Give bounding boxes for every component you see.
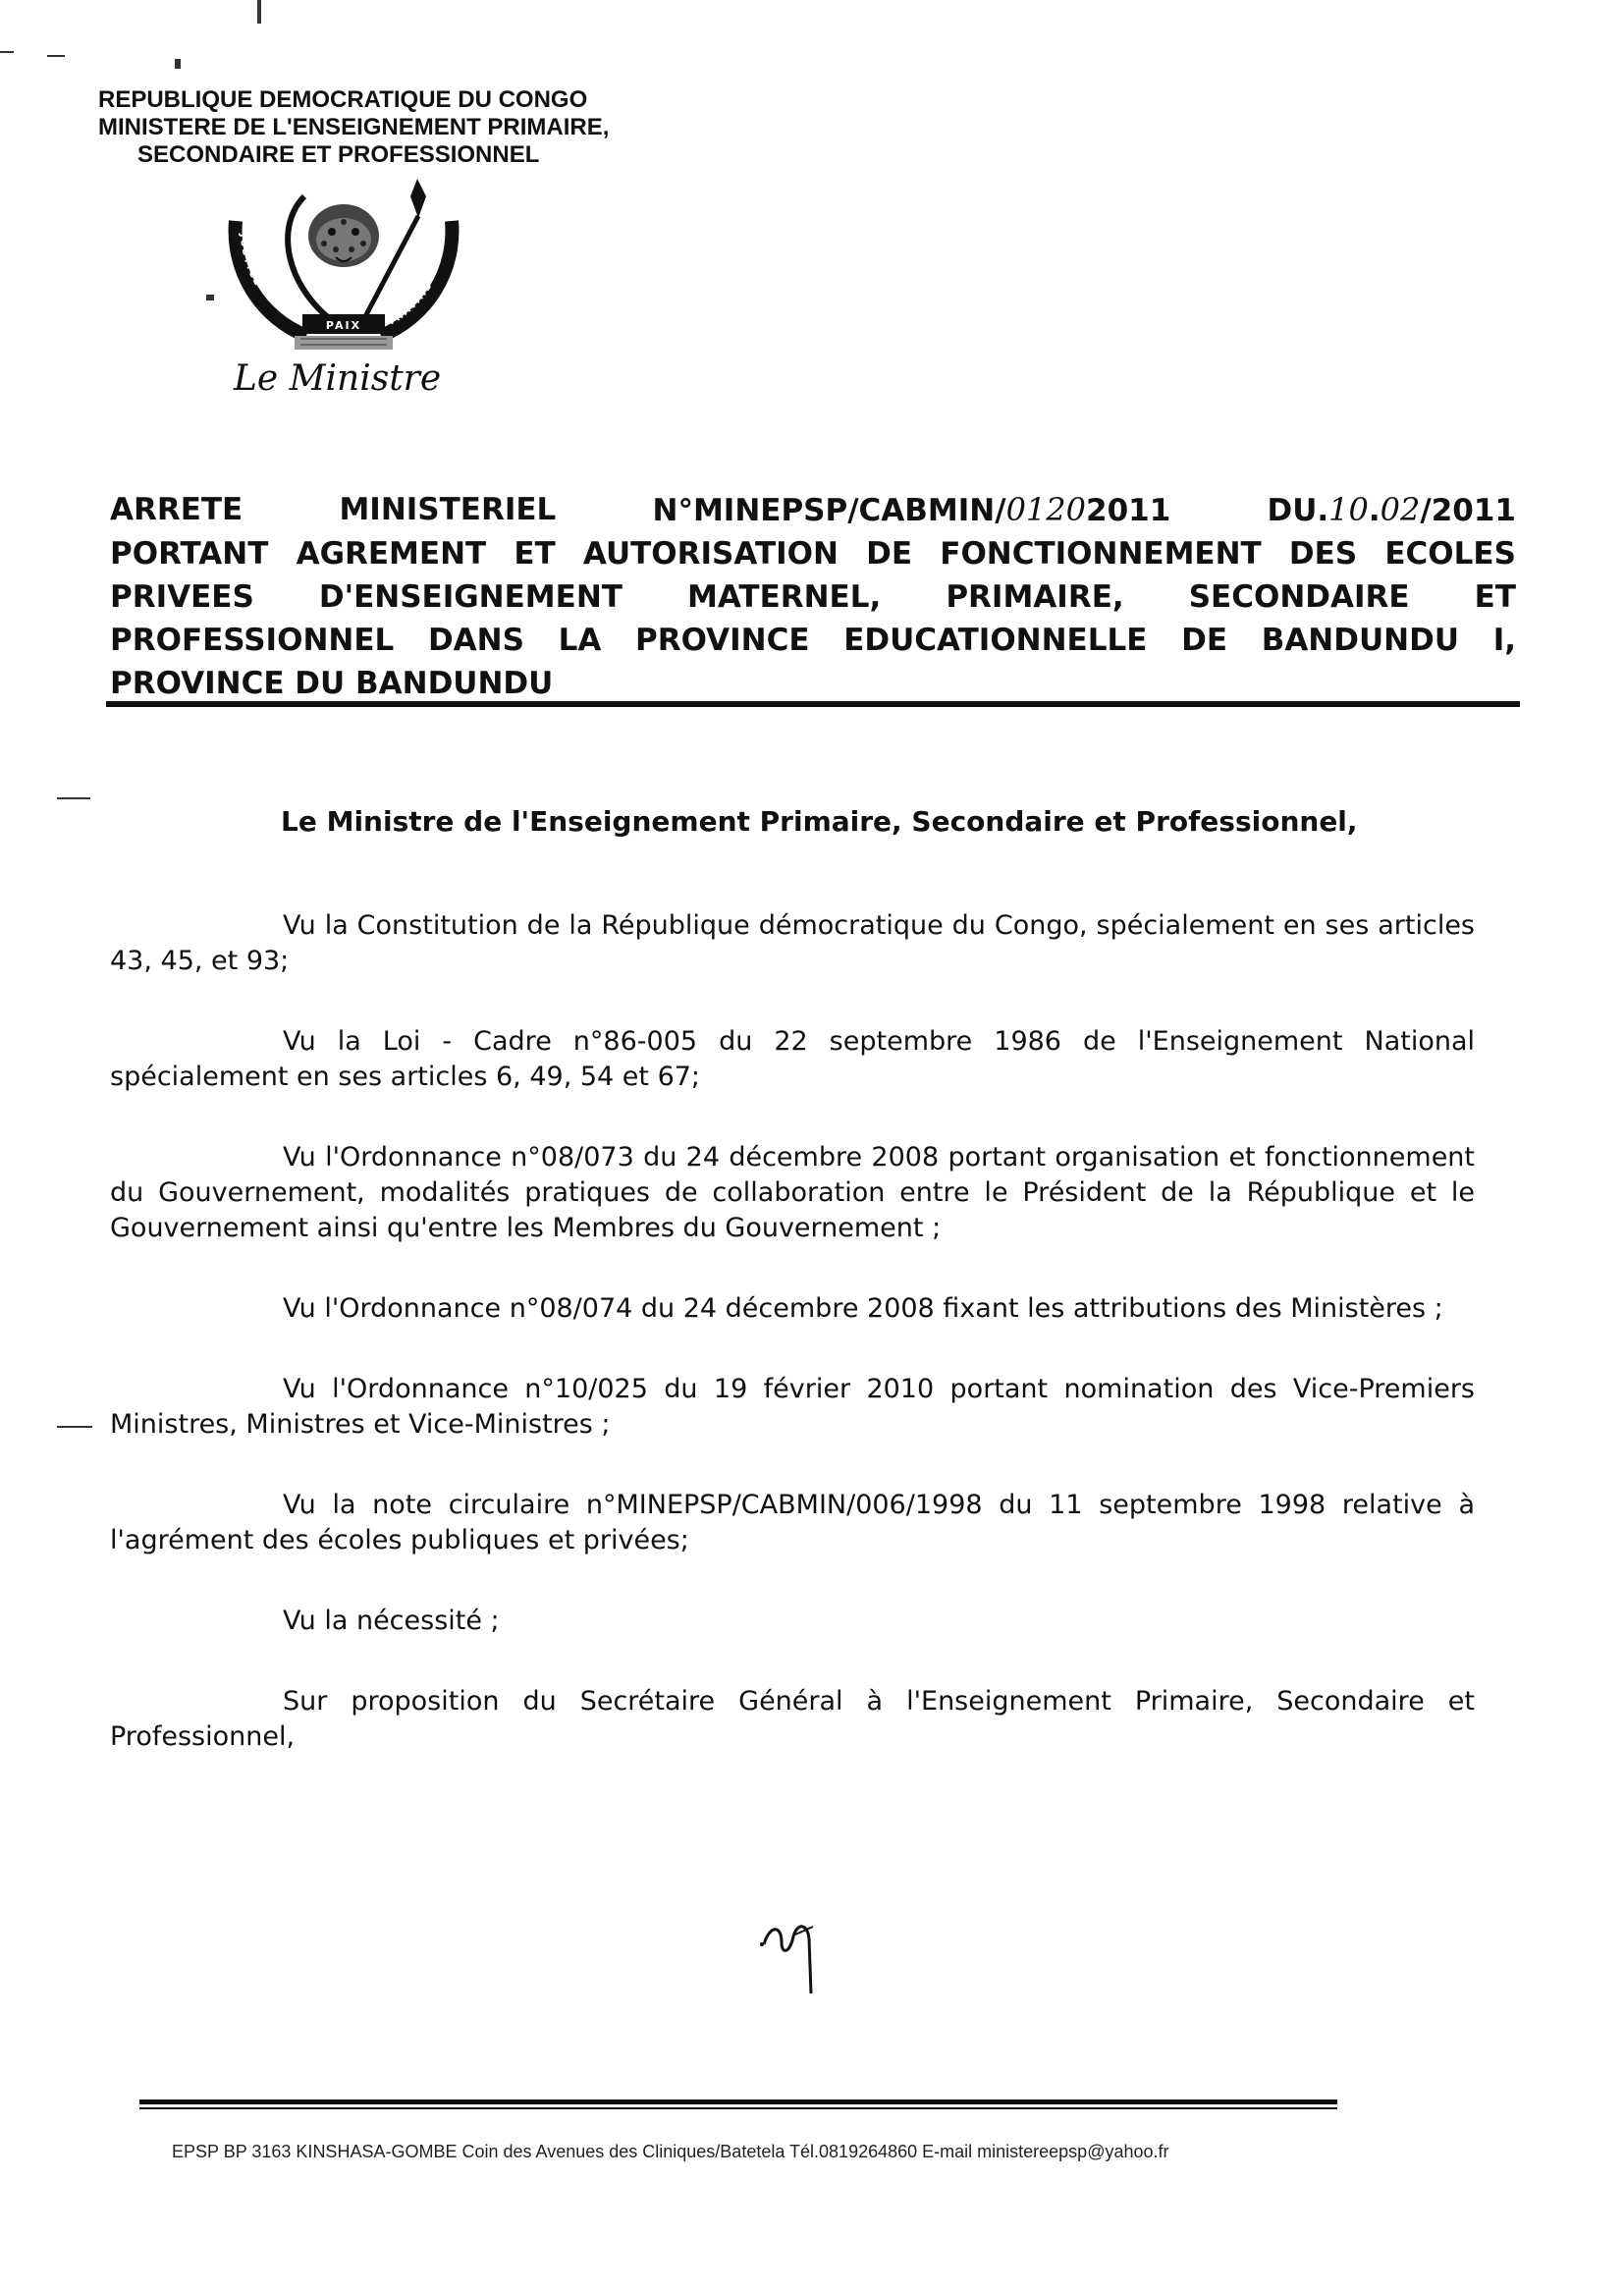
title-word: DE (866, 536, 913, 572)
handwritten-day: 10 (1328, 491, 1369, 528)
recital-paragraph: Vu l'Ordonnance n°08/073 du 24 décembre 2008 portant organisation et fonctionnement du Gouvernement, modalités pratiques de collaboration entre le Président de la République et le Gouvernement ainsi qu'entre les Membres du Gouvernement ; (110, 1142, 1475, 1243)
decree-body (110, 908, 1475, 1800)
leopard-head-icon (308, 204, 379, 267)
motto-left: JUSTICE (237, 233, 264, 290)
recital-paragraph: Vu la nécessité ; (283, 1606, 500, 1636)
title-word: I, (1492, 623, 1516, 658)
section-heading: Le Ministre de l'Enseignement Primaire, Secondaire et Professionnel, (281, 805, 1358, 838)
title-word: ET (514, 536, 556, 572)
handwritten-initials (756, 1915, 835, 2003)
title-word: SECONDAIRE (1188, 579, 1410, 615)
title-word: PROFESSIONNEL (110, 623, 395, 658)
title-line-4 (110, 619, 1516, 662)
title-word: DE (1181, 623, 1228, 658)
title-word: FONCTIONNEMENT (940, 536, 1262, 572)
letterhead-ministry-cont: SECONDAIRE ET PROFESSIONNEL (137, 141, 540, 168)
letterhead (98, 86, 707, 169)
title-word: DES (1288, 536, 1358, 572)
handwritten-month: 02 (1380, 491, 1421, 528)
title-word: PROVINCE (635, 623, 810, 658)
scan-speck (57, 797, 90, 799)
title-word: AGREMENT (296, 536, 487, 572)
title-line-2 (110, 532, 1516, 575)
recital-paragraph: Vu la Loi - Cadre n°86-005 du 22 septembre 1986 de l'Enseignement National spécialement en ses articles 6, 49, 54 et 67; (110, 1026, 1475, 1092)
title-word: LA (558, 623, 602, 658)
recital-paragraph: Vu l'Ordonnance n°08/074 du 24 décembre 2008 fixant les attributions des Ministères ; (283, 1293, 1443, 1324)
letterhead-country: REPUBLIQUE DEMOCRATIQUE DU CONGO (98, 86, 588, 113)
coat-of-arms-emblem (216, 167, 471, 354)
title-line-3 (110, 575, 1516, 619)
scan-speck (47, 55, 65, 57)
decree-title (110, 488, 1516, 705)
recital-paragraph: Sur proposition du Secrétaire Général à l'Enseignement Primaire, Secondaire et Professionnel, (110, 1686, 1475, 1752)
title-word: EDUCATIONNELLE (843, 623, 1148, 658)
title-word: PRIVEES (110, 579, 254, 615)
title-word: DANS (427, 623, 524, 658)
title-word: MATERNEL, (686, 579, 882, 615)
title-word: MINISTERIEL (339, 492, 557, 527)
scan-speck (0, 51, 14, 53)
letterhead-ministry: MINISTERE DE L'ENSEIGNEMENT PRIMAIRE, (98, 114, 610, 140)
title-word: D'ENSEIGNEMENT (318, 579, 623, 615)
footer-divider (139, 2099, 1337, 2104)
scan-speck (57, 1426, 92, 1428)
decree-date (1267, 488, 1516, 532)
scan-speck (257, 0, 261, 24)
title-word: PORTANT (110, 536, 269, 572)
title-word: AUTORISATION (582, 536, 839, 572)
title-word: . (1368, 493, 1380, 528)
footer-address: EPSP BP 3163 KINSHASA-GOMBE Coin des Avenues des Cliniques/Batetela Tél.0819264860 E-mail ministereepsp@yahoo.fr (172, 2142, 1169, 2161)
motto-right: TRAVAIL (386, 280, 435, 329)
title-word: N°MINEPSP/CABMIN/ (652, 493, 1006, 528)
title-word: DU. (1267, 493, 1329, 528)
handwritten-decree-number: 0120 (1005, 491, 1086, 528)
title-word: ET (1474, 579, 1516, 615)
title-word: /2011 (1420, 493, 1516, 528)
title-line-5: PROVINCE DU BANDUNDU (110, 666, 554, 701)
recital-paragraph: Vu la Constitution de la République démocratique du Congo, spécialement en ses articles 43, 45, et 93; (110, 910, 1475, 976)
scan-speck (175, 59, 181, 69)
title-word: 2011 (1086, 493, 1171, 528)
minister-title: Le Ministre (234, 358, 442, 399)
scan-speck (206, 295, 214, 300)
title-word: ECOLES (1384, 536, 1516, 572)
decree-number (653, 488, 1171, 532)
recital-paragraph: Vu la note circulaire n°MINEPSP/CABMIN/006/1998 du 11 septembre 1998 relative à l'agrément des écoles publiques et privées; (110, 1490, 1475, 1555)
title-divider (106, 701, 1520, 707)
title-word: BANDUNDU (1261, 623, 1460, 658)
title-line-1 (110, 488, 1516, 532)
title-word: PRIMAIRE, (946, 579, 1124, 615)
recital-paragraph: Vu l'Ordonnance n°10/025 du 19 février 2010 portant nomination des Vice-Premiers Ministres, Ministres et Vice-Ministres ; (110, 1374, 1475, 1440)
motto-center: PAIX (325, 319, 362, 332)
title-word: ARRETE (110, 492, 244, 527)
footer-divider-thin (139, 2107, 1337, 2109)
